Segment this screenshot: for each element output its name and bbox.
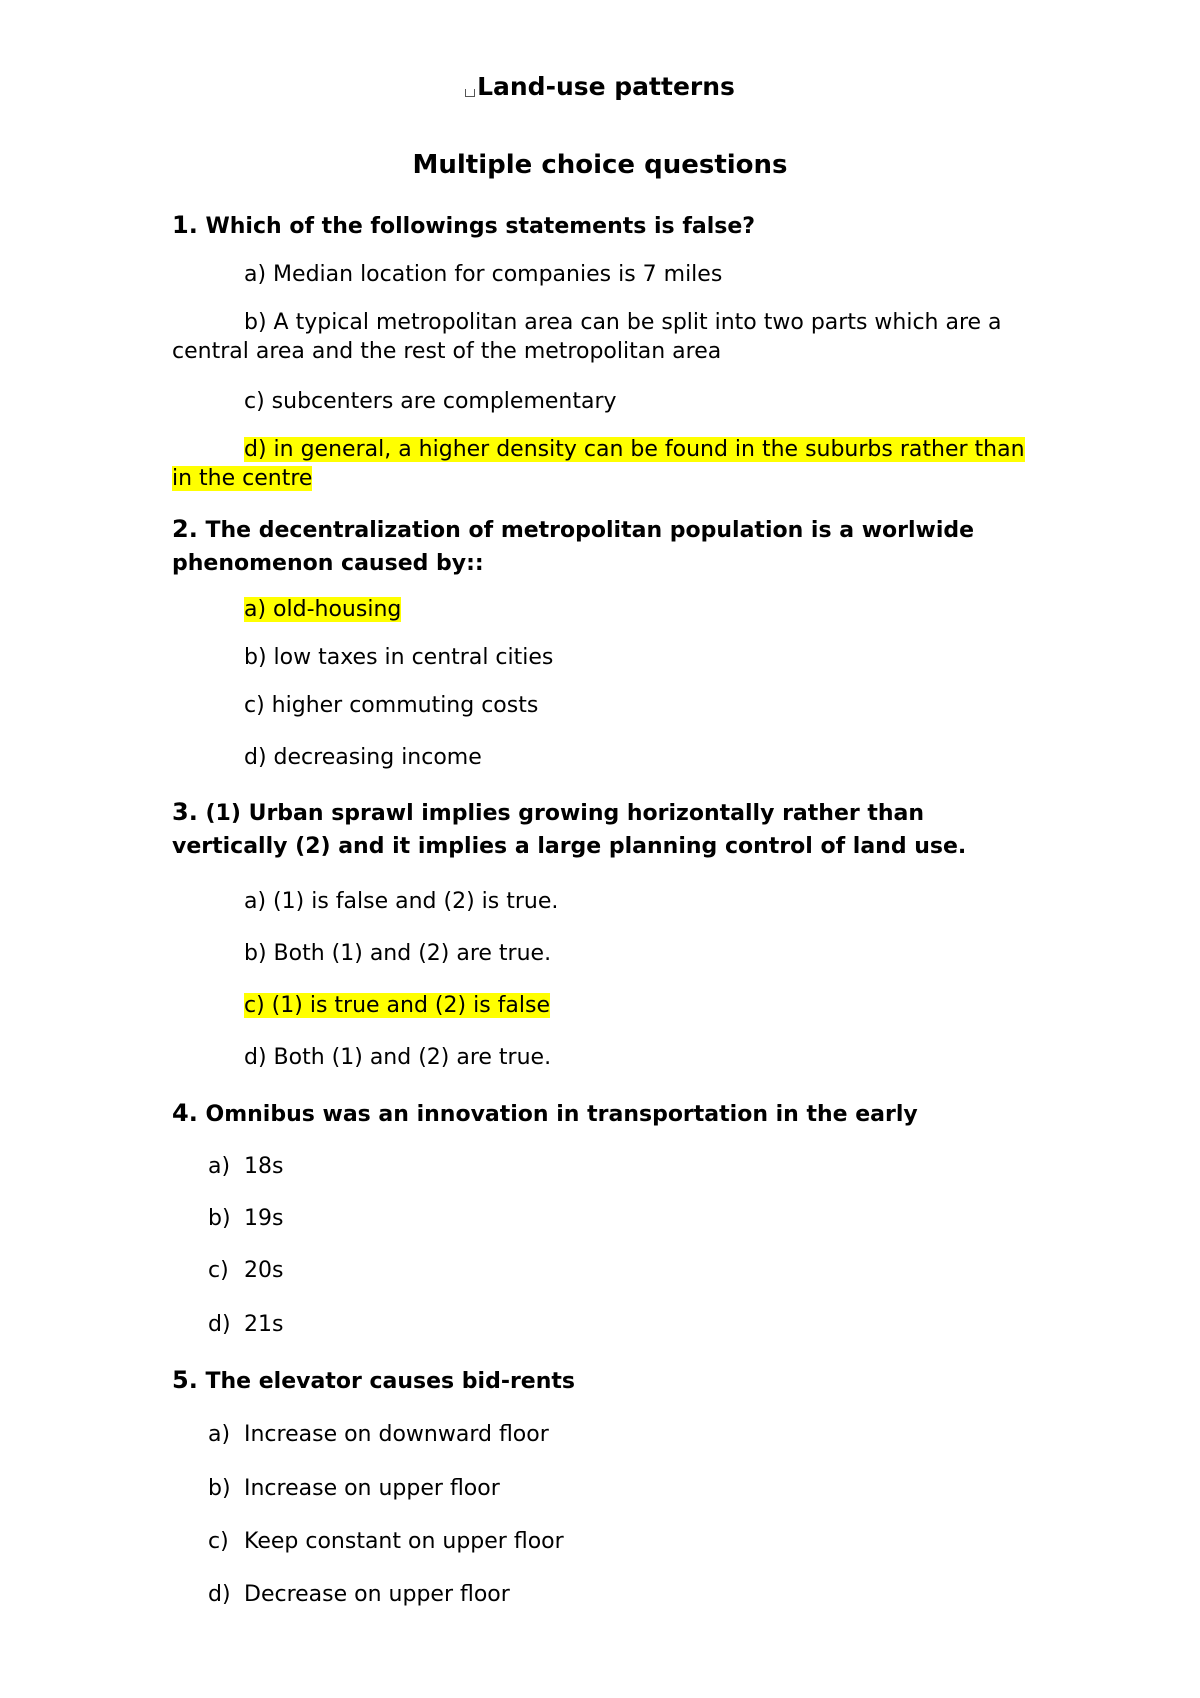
option-2b: b) low taxes in central cities	[244, 645, 554, 670]
option-text: Increase on upper floor	[244, 1476, 500, 1501]
document-title-text: Land-use patterns	[477, 72, 735, 101]
question-3	[172, 796, 1032, 863]
option-4b	[208, 1204, 283, 1233]
option-text: 20s	[244, 1258, 284, 1283]
option-5b	[208, 1474, 500, 1503]
option-text: 18s	[244, 1154, 284, 1179]
option-text: Increase on downward floor	[244, 1422, 549, 1447]
question-text: The elevator causes bid-rents	[205, 1369, 575, 1394]
question-number: 1.	[172, 211, 198, 239]
option-3c-highlighted	[172, 991, 1032, 1020]
option-4c	[208, 1256, 283, 1285]
question-text: (1) Urban sprawl implies growing horizontally rather than vertically (2) and it implies a large planning control of land use.	[172, 801, 967, 859]
option-text: 21s	[244, 1312, 284, 1337]
option-5d	[208, 1580, 510, 1609]
question-2	[172, 513, 1032, 580]
question-number: 5.	[172, 1366, 198, 1394]
option-4a	[208, 1152, 283, 1181]
answer-highlight: a) old-housing	[244, 597, 402, 622]
question-text: Which of the followings statements is false?	[205, 214, 756, 239]
option-letter: d)	[208, 1582, 231, 1607]
option-letter: a)	[208, 1422, 231, 1447]
question-number: 4.	[172, 1099, 198, 1127]
document-title	[0, 72, 1200, 101]
option-5a	[208, 1420, 549, 1449]
option-text: Decrease on upper floor	[244, 1582, 510, 1607]
option-2d: d) decreasing income	[244, 745, 482, 770]
question-text: Omnibus was an innovation in transportation in the early	[205, 1102, 918, 1127]
document-subtitle: Multiple choice questions	[412, 150, 788, 180]
question-text: The decentralization of metropolitan population is a worlwide phenomenon caused by::	[172, 518, 975, 576]
option-letter: b)	[208, 1476, 231, 1501]
option-2c: c) higher commuting costs	[244, 693, 539, 718]
option-letter: c)	[208, 1529, 229, 1554]
answer-highlight: c) (1) is true and (2) is false	[244, 993, 550, 1018]
option-1d-highlighted	[172, 435, 1032, 493]
option-text: 19s	[244, 1206, 284, 1231]
anchor-icon	[465, 89, 475, 97]
question-number: 2.	[172, 515, 198, 543]
option-text: Keep constant on upper floor	[244, 1529, 564, 1554]
option-5c	[208, 1527, 564, 1556]
option-3b: b) Both (1) and (2) are true.	[244, 941, 552, 966]
question-5	[172, 1364, 1032, 1398]
option-4d	[208, 1310, 283, 1339]
option-letter: c)	[208, 1258, 229, 1283]
option-letter: b)	[208, 1206, 231, 1231]
option-1a: a) Median location for companies is 7 miles	[244, 262, 723, 287]
option-3d: d) Both (1) and (2) are true.	[244, 1045, 552, 1070]
option-2a-highlighted	[172, 595, 1032, 624]
option-letter: d)	[208, 1312, 231, 1337]
option-3a: a) (1) is false and (2) is true.	[244, 889, 559, 914]
answer-highlight: d) in general, a higher density can be found in the suburbs rather than in the centre	[172, 437, 1025, 491]
question-1	[172, 209, 1032, 243]
option-1c: c) subcenters are complementary	[244, 389, 617, 414]
question-4	[172, 1097, 1032, 1131]
question-number: 3.	[172, 798, 198, 826]
option-1b: b) A typical metropolitan area can be split into two parts which are a central area and the rest of the metropolitan area	[172, 310, 1002, 364]
option-letter: a)	[208, 1154, 231, 1179]
